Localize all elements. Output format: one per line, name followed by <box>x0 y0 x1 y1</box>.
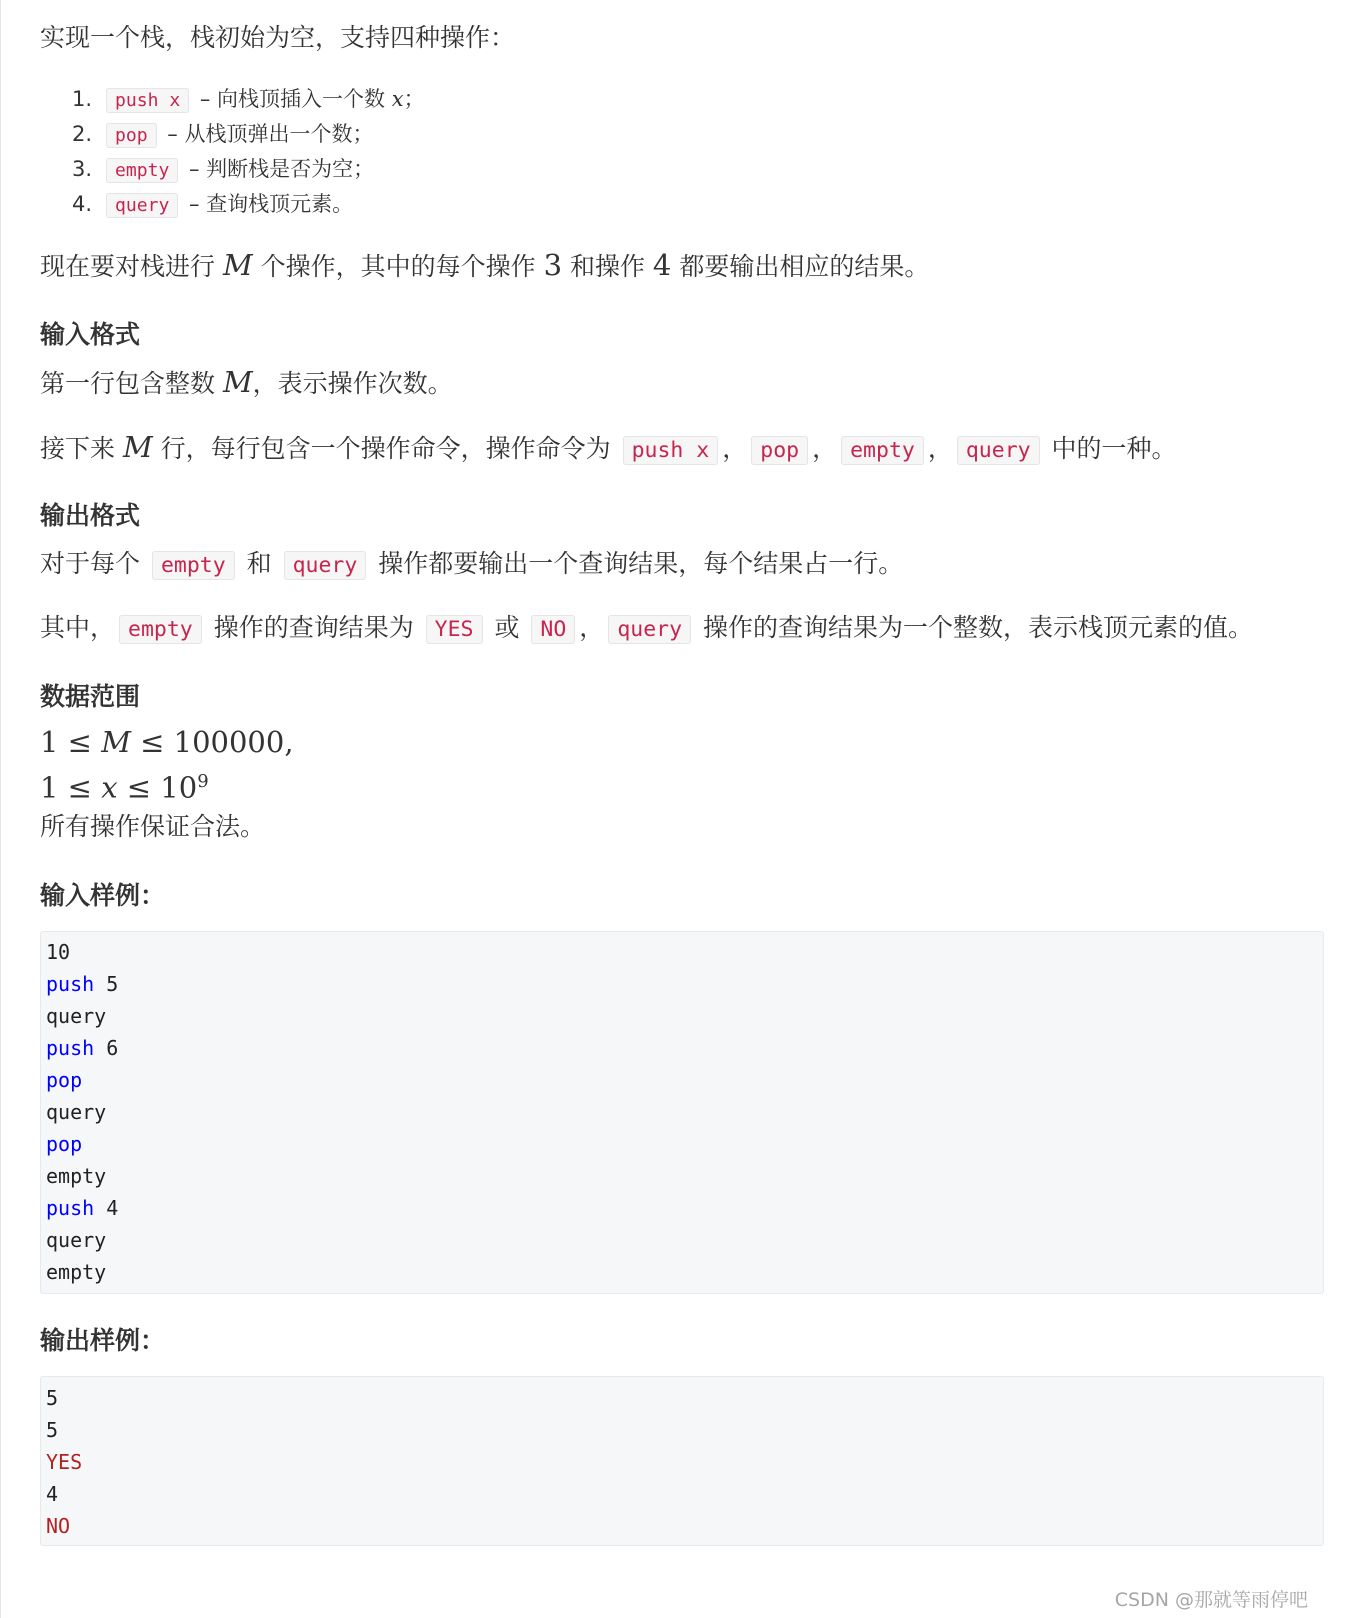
sample-output-block <box>40 1376 1324 1546</box>
operation-item <box>40 84 425 114</box>
code-line <box>46 1000 106 1032</box>
text-span: 和 <box>238 549 280 578</box>
code-line <box>46 936 70 968</box>
code-text: 5 <box>94 972 119 996</box>
text-span: ， <box>927 434 953 463</box>
range-line1 <box>40 724 294 760</box>
code-text: empty <box>46 1164 107 1188</box>
inline-code: YES <box>426 615 483 644</box>
text-span: ，表示操作次数。 <box>252 369 453 398</box>
operation-item <box>40 189 353 219</box>
math-span: ≤ 10 <box>117 770 198 805</box>
text-span: 个操作，其中的每个操作 <box>252 252 544 281</box>
operation-item <box>40 154 374 184</box>
math-var: x <box>391 87 404 111</box>
text-span: ， <box>722 434 748 463</box>
inline-code: push x <box>106 88 189 113</box>
code-text: query <box>46 1100 107 1124</box>
code-line <box>46 1128 82 1160</box>
exponent: 9 <box>197 771 209 792</box>
left-border <box>0 0 1 1618</box>
inline-code: pop <box>751 436 808 465</box>
code-line: 4 <box>46 1482 59 1506</box>
math-var: M <box>122 430 153 464</box>
text-span: 行，每行包含一个操作命令，操作命令为 <box>152 434 619 463</box>
inline-code: empty <box>106 158 178 183</box>
code-text: 6 <box>94 1036 119 1060</box>
code-text: 10 <box>46 940 71 964</box>
item-desc: – 查询栈顶元素。 <box>182 192 354 216</box>
text-span: 操作都要输出一个查询结果，每个结果占一行。 <box>370 549 904 578</box>
code-line <box>46 1256 106 1288</box>
math-var: M <box>222 248 253 282</box>
item-number: 1. <box>71 87 92 111</box>
inline-code: empty <box>119 615 202 644</box>
output-format-line2 <box>40 610 1253 648</box>
item-desc: – 判断栈是否为空； <box>182 157 375 181</box>
inline-code: NO <box>531 615 575 644</box>
code-line: NO <box>46 1514 71 1538</box>
code-keyword: pop <box>46 1068 83 1092</box>
text-span: 第一行包含整数 <box>40 369 223 398</box>
text-span: 都要输出相应的结果。 <box>671 252 930 281</box>
code-line <box>46 968 118 1000</box>
item-desc: – 从栈顶弹出一个数； <box>160 122 374 146</box>
item-number: 4. <box>71 192 92 216</box>
text-span: 中的一种。 <box>1043 434 1177 463</box>
text-span: 操作的查询结果为 <box>205 613 422 642</box>
text-span: ， <box>812 434 838 463</box>
text-span: 接下来 <box>40 434 123 463</box>
code-line <box>46 1096 106 1128</box>
inline-code: query <box>957 436 1040 465</box>
code-keyword: pop <box>46 1132 83 1156</box>
math-span: 1 ≤ <box>40 725 102 759</box>
code-text: 4 <box>94 1196 119 1220</box>
code-line <box>46 1064 82 1096</box>
sample-output-heading: 输出样例： <box>40 1326 166 1355</box>
item-number: 2. <box>71 122 92 146</box>
code-text: empty <box>46 1260 107 1284</box>
output-format-line1 <box>40 546 903 584</box>
code-line <box>46 1224 106 1256</box>
code-line <box>46 1160 106 1192</box>
operation-item <box>40 119 373 149</box>
sample-input-block <box>40 931 1324 1294</box>
code-line: 5 <box>46 1418 59 1442</box>
code-keyword: push <box>46 1196 95 1220</box>
math-var: M <box>222 365 253 399</box>
math-var: x <box>101 770 118 805</box>
inline-code: query <box>608 615 691 644</box>
math-span: ≤ 100000, <box>130 725 294 759</box>
inline-code: push x <box>623 436 719 465</box>
math-num: 4 <box>652 248 672 282</box>
inline-code: empty <box>841 436 924 465</box>
item-number: 3. <box>71 157 92 181</box>
csdn-watermark: CSDN @那就等雨停吧 <box>1114 1589 1308 1611</box>
text-span: ， <box>579 613 605 642</box>
input-format-heading: 输入格式 <box>40 320 141 349</box>
range-heading: 数据范围 <box>40 682 141 711</box>
input-format-line1 <box>40 364 453 402</box>
math-num: 3 <box>543 248 563 282</box>
inline-code: empty <box>152 551 235 580</box>
intro-text: 实现一个栈，栈初始为空，支持四种操作： <box>40 23 516 52</box>
inline-code: query <box>284 551 367 580</box>
math-span: 1 ≤ <box>40 770 102 805</box>
text-span: 操作的查询结果为一个整数，表示栈顶元素的值。 <box>695 613 1253 642</box>
item-desc: – 向栈顶插入一个数 <box>193 87 392 111</box>
code-line <box>46 1032 118 1064</box>
output-format-heading: 输出格式 <box>40 501 141 530</box>
text-span: 对于每个 <box>40 549 148 578</box>
code-keyword: push <box>46 972 95 996</box>
range-line2 <box>40 764 209 806</box>
input-format-line2 <box>40 429 1177 469</box>
code-line <box>46 1192 118 1224</box>
math-var: M <box>101 725 131 759</box>
code-line: 5 <box>46 1386 59 1410</box>
inline-code: query <box>106 193 178 218</box>
text-span: 现在要对栈进行 <box>40 252 223 281</box>
code-text: query <box>46 1228 107 1252</box>
range-note: 所有操作保证合法。 <box>40 812 266 841</box>
inline-code: pop <box>106 123 157 148</box>
summary-text <box>40 247 929 285</box>
item-tail: ； <box>403 87 425 111</box>
text-span: 或 <box>486 613 528 642</box>
sample-input-heading: 输入样例： <box>40 881 166 910</box>
code-line: YES <box>46 1450 83 1474</box>
text-span: 其中， <box>40 613 116 642</box>
code-text: query <box>46 1004 107 1028</box>
code-keyword: push <box>46 1036 95 1060</box>
text-span: 和操作 <box>562 252 653 281</box>
